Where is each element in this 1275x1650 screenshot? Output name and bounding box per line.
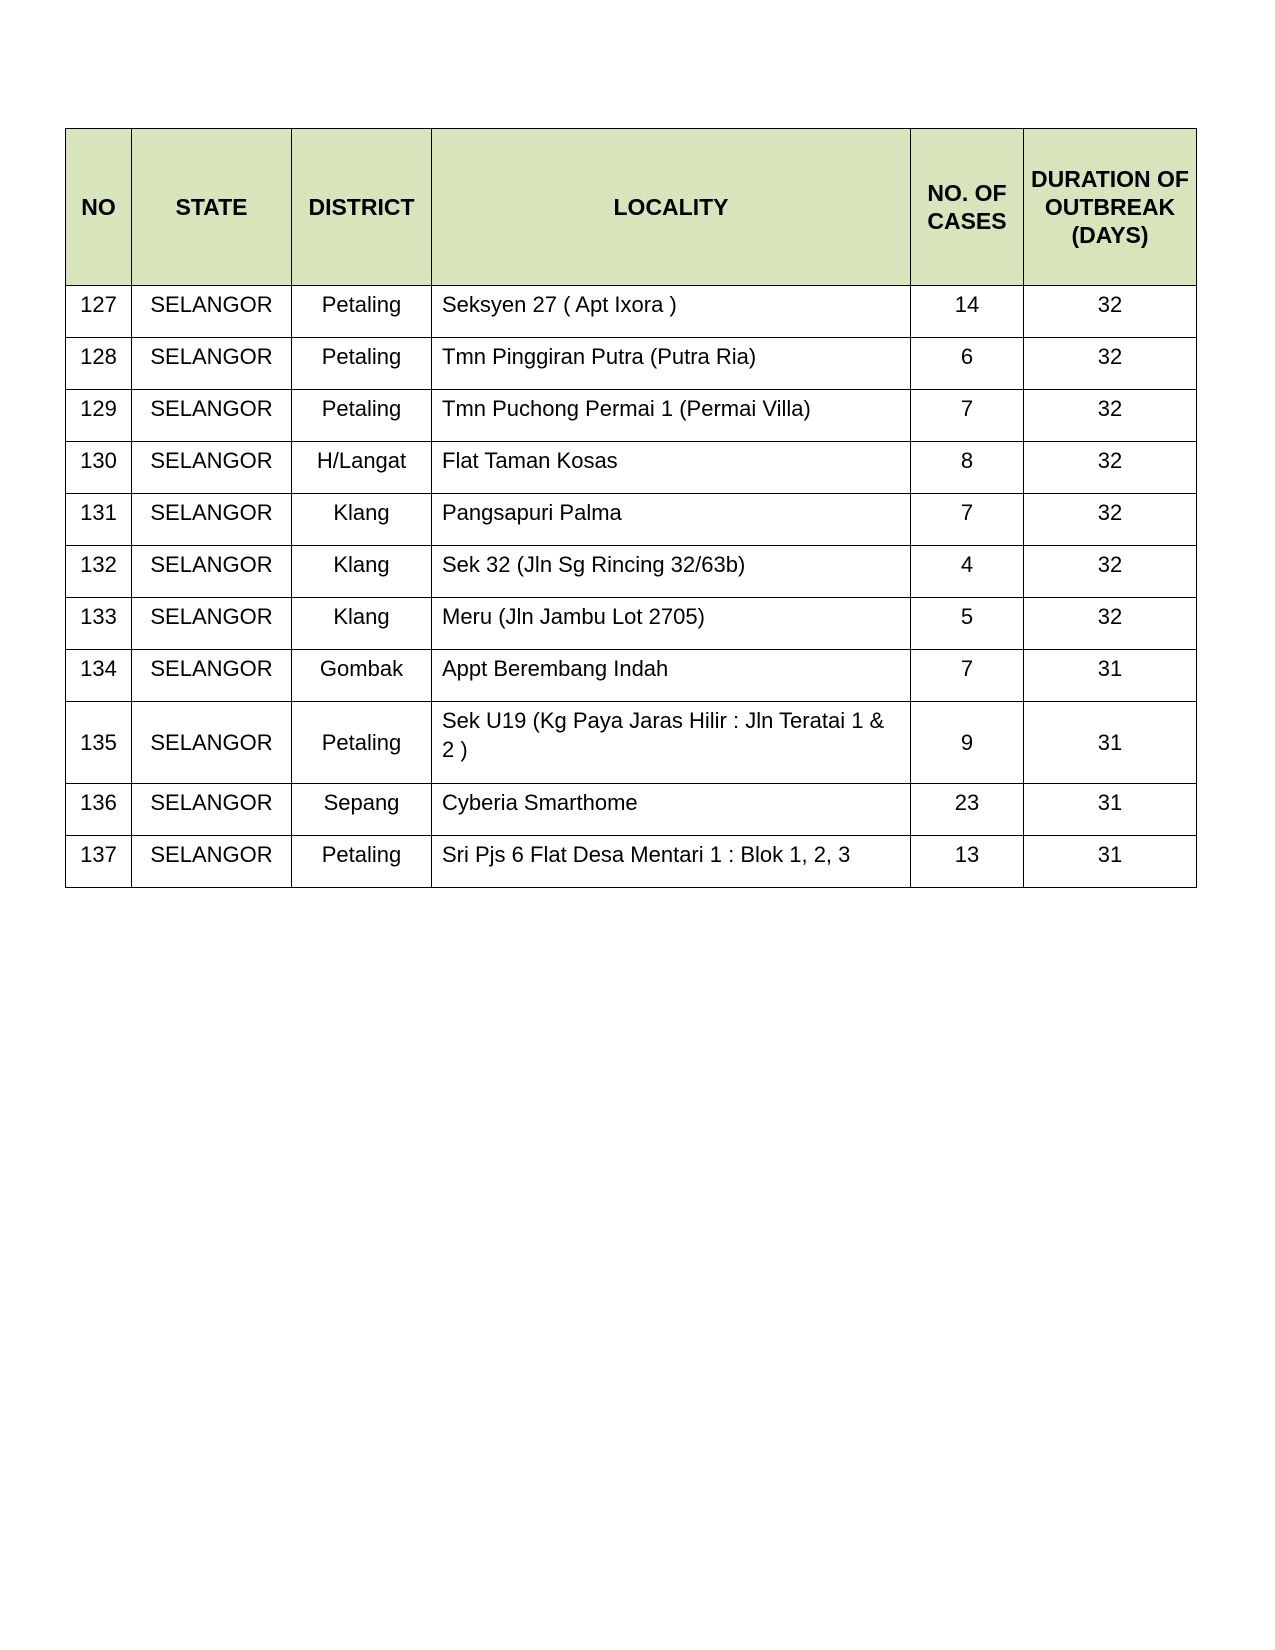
cell-no: 137 <box>66 836 132 888</box>
table-row <box>66 650 1197 702</box>
cell-district: Gombak <box>292 650 432 702</box>
outbreak-table <box>65 128 1197 888</box>
cell-state: SELANGOR <box>132 650 292 702</box>
cell-no: 128 <box>66 338 132 390</box>
cell-duration: 32 <box>1024 598 1197 650</box>
cell-duration: 32 <box>1024 442 1197 494</box>
cell-cases: 8 <box>911 442 1024 494</box>
cell-state: SELANGOR <box>132 338 292 390</box>
cell-locality: Flat Taman Kosas <box>432 442 911 494</box>
cell-locality: Sek U19 (Kg Paya Jaras Hilir : Jln Teratai 1 & 2 ) <box>432 702 911 784</box>
cell-cases: 4 <box>911 546 1024 598</box>
cell-cases: 23 <box>911 784 1024 836</box>
cell-district: Petaling <box>292 836 432 888</box>
table-row <box>66 338 1197 390</box>
cell-cases: 6 <box>911 338 1024 390</box>
table-row <box>66 784 1197 836</box>
cell-no: 129 <box>66 390 132 442</box>
cell-district: H/Langat <box>292 442 432 494</box>
cell-duration: 32 <box>1024 286 1197 338</box>
cell-state: SELANGOR <box>132 442 292 494</box>
table-row <box>66 836 1197 888</box>
table-row <box>66 390 1197 442</box>
cell-cases: 9 <box>911 702 1024 784</box>
cell-no: 136 <box>66 784 132 836</box>
table-header-row <box>66 129 1197 286</box>
cell-duration: 32 <box>1024 390 1197 442</box>
cell-district: Petaling <box>292 702 432 784</box>
table-row <box>66 598 1197 650</box>
cell-district: Sepang <box>292 784 432 836</box>
cell-district: Petaling <box>292 338 432 390</box>
table-row <box>66 494 1197 546</box>
cell-district: Klang <box>292 598 432 650</box>
cell-district: Petaling <box>292 286 432 338</box>
cell-district: Petaling <box>292 390 432 442</box>
cell-locality: Cyberia Smarthome <box>432 784 911 836</box>
cell-locality: Sri Pjs 6 Flat Desa Mentari 1 : Blok 1, 2, 3 <box>432 836 911 888</box>
header-locality: LOCALITY <box>432 129 911 286</box>
cell-no: 134 <box>66 650 132 702</box>
cell-locality: Sek 32 (Jln Sg Rincing 32/63b) <box>432 546 911 598</box>
cell-locality: Tmn Pinggiran Putra (Putra Ria) <box>432 338 911 390</box>
cell-cases: 14 <box>911 286 1024 338</box>
cell-no: 132 <box>66 546 132 598</box>
cell-locality: Meru (Jln Jambu Lot 2705) <box>432 598 911 650</box>
cell-duration: 31 <box>1024 836 1197 888</box>
table-row <box>66 702 1197 784</box>
cell-duration: 32 <box>1024 338 1197 390</box>
cell-state: SELANGOR <box>132 784 292 836</box>
cell-locality: Tmn Puchong Permai 1 (Permai Villa) <box>432 390 911 442</box>
table-row <box>66 286 1197 338</box>
cell-cases: 13 <box>911 836 1024 888</box>
cell-no: 127 <box>66 286 132 338</box>
cell-cases: 7 <box>911 650 1024 702</box>
cell-no: 131 <box>66 494 132 546</box>
cell-duration: 32 <box>1024 494 1197 546</box>
cell-state: SELANGOR <box>132 836 292 888</box>
cell-locality: Seksyen 27 ( Apt Ixora ) <box>432 286 911 338</box>
cell-state: SELANGOR <box>132 286 292 338</box>
cell-locality: Appt Berembang Indah <box>432 650 911 702</box>
header-no: NO <box>66 129 132 286</box>
header-district: DISTRICT <box>292 129 432 286</box>
table-row <box>66 442 1197 494</box>
header-duration: DURATION OF OUTBREAK (DAYS) <box>1024 129 1197 286</box>
cell-locality: Pangsapuri Palma <box>432 494 911 546</box>
cell-state: SELANGOR <box>132 494 292 546</box>
cell-no: 130 <box>66 442 132 494</box>
cell-cases: 7 <box>911 390 1024 442</box>
cell-district: Klang <box>292 494 432 546</box>
table-row <box>66 546 1197 598</box>
cell-state: SELANGOR <box>132 702 292 784</box>
cell-duration: 32 <box>1024 546 1197 598</box>
cell-state: SELANGOR <box>132 546 292 598</box>
cell-state: SELANGOR <box>132 598 292 650</box>
cell-duration: 31 <box>1024 702 1197 784</box>
cell-district: Klang <box>292 546 432 598</box>
cell-no: 135 <box>66 702 132 784</box>
header-cases: NO. OF CASES <box>911 129 1024 286</box>
cell-no: 133 <box>66 598 132 650</box>
cell-cases: 7 <box>911 494 1024 546</box>
cell-cases: 5 <box>911 598 1024 650</box>
cell-duration: 31 <box>1024 650 1197 702</box>
header-state: STATE <box>132 129 292 286</box>
cell-duration: 31 <box>1024 784 1197 836</box>
cell-state: SELANGOR <box>132 390 292 442</box>
